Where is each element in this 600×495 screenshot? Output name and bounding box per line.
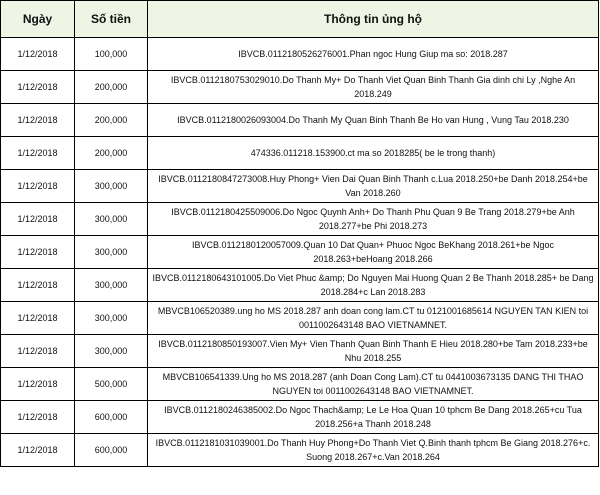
- date-cell: 1/12/2018: [1, 71, 75, 104]
- header-info: Thông tin ủng hộ: [148, 1, 599, 38]
- info-cell: IBVCB.0112181031039001.Do Thanh Huy Phong+Do Thanh Viet Q.Binh thanh tphcm Be Giang 2018.276+c. Suong 2018.267+c.Van 2018.264: [148, 434, 599, 467]
- amount-cell: 300,000: [75, 302, 148, 335]
- table-row: [1, 71, 599, 104]
- table-row: [1, 236, 599, 269]
- amount-cell: 200,000: [75, 71, 148, 104]
- amount-cell: 500,000: [75, 368, 148, 401]
- info-cell: IBVCB.0112180120057009.Quan 10 Dat Quan+ Phuoc Ngoc BeKhang 2018.261+be Ngoc 2018.263+beHoang 2018.266: [148, 236, 599, 269]
- date-cell: 1/12/2018: [1, 401, 75, 434]
- date-cell: 1/12/2018: [1, 137, 75, 170]
- info-cell: IBVCB.0112180425509006.Do Ngoc Quynh Anh+ Do Thanh Phu Quan 9 Be Trang 2018.279+be Anh 2018.277+be Phi 2018.273: [148, 203, 599, 236]
- amount-cell: 200,000: [75, 137, 148, 170]
- amount-cell: 600,000: [75, 401, 148, 434]
- table-row: [1, 434, 599, 467]
- amount-cell: 300,000: [75, 269, 148, 302]
- table-row: [1, 170, 599, 203]
- date-cell: 1/12/2018: [1, 302, 75, 335]
- amount-cell: 200,000: [75, 104, 148, 137]
- header-row: [1, 1, 599, 38]
- table-row: [1, 104, 599, 137]
- info-cell: IBVCB.0112180643101005.Do Viet Phuc &amp; Do Nguyen Mai Huong Quan 2 Be Thanh 2018.285+ be Dang 2018.284+c Lan 2018.283: [148, 269, 599, 302]
- date-cell: 1/12/2018: [1, 434, 75, 467]
- table-row: [1, 368, 599, 401]
- amount-cell: 100,000: [75, 38, 148, 71]
- date-cell: 1/12/2018: [1, 236, 75, 269]
- header-date: Ngày: [1, 1, 75, 38]
- table-row: [1, 137, 599, 170]
- table-row: [1, 38, 599, 71]
- amount-cell: 300,000: [75, 335, 148, 368]
- info-cell: IBVCB.0112180026093004.Do Thanh My Quan Binh Thanh Be Ho van Hung , Vung Tau 2018.230: [148, 104, 599, 137]
- amount-cell: 300,000: [75, 170, 148, 203]
- date-cell: 1/12/2018: [1, 104, 75, 137]
- info-cell: IBVCB.0112180850193007.Vien My+ Vien Thanh Quan Binh Thanh E Hieu 2018.280+be Tam 2018.233+be Nhu 2018.255: [148, 335, 599, 368]
- info-cell: 474336.011218.153900.ct ma so 2018285( be le trong thanh): [148, 137, 599, 170]
- amount-cell: 300,000: [75, 203, 148, 236]
- table-row: [1, 335, 599, 368]
- table-row: [1, 269, 599, 302]
- date-cell: 1/12/2018: [1, 335, 75, 368]
- table-row: [1, 401, 599, 434]
- amount-cell: 600,000: [75, 434, 148, 467]
- info-cell: IBVCB.0112180753029010.Do Thanh My+ Do Thanh Viet Quan Binh Thanh Gia dinh chi Ly ,Nghe An 2018.249: [148, 71, 599, 104]
- info-cell: MBVCB106520389.ung ho MS 2018.287 anh doan cong lam.CT tu 0121001685614 NGUYEN TAN KIEN toi 0011002643148 BAO VIETNAMNET.: [148, 302, 599, 335]
- date-cell: 1/12/2018: [1, 368, 75, 401]
- date-cell: 1/12/2018: [1, 170, 75, 203]
- date-cell: 1/12/2018: [1, 38, 75, 71]
- header-amount: Số tiền: [75, 1, 148, 38]
- info-cell: MBVCB106541339.Ung ho MS 2018.287 (anh Doan Cong Lam).CT tu 0441003673135 DANG THI THAO NGUYEN toi 0011002643148 BAO VIETNAMNET.: [148, 368, 599, 401]
- table-row: [1, 302, 599, 335]
- date-cell: 1/12/2018: [1, 269, 75, 302]
- info-cell: IBVCB.0112180847273008.Huy Phong+ Vien Dai Quan Binh Thanh c.Lua 2018.250+be Danh 2018.254+be Van 2018.260: [148, 170, 599, 203]
- info-cell: IBVCB.0112180246385002.Do Ngoc Thach&amp; Le Le Hoa Quan 10 tphcm Be Dang 2018.265+cu Tua 2018.256+a Thanh 2018.248: [148, 401, 599, 434]
- table-row: [1, 203, 599, 236]
- info-cell: IBVCB.0112180526276001.Phan ngoc Hung Giup ma so: 2018.287: [148, 38, 599, 71]
- date-cell: 1/12/2018: [1, 203, 75, 236]
- amount-cell: 300,000: [75, 236, 148, 269]
